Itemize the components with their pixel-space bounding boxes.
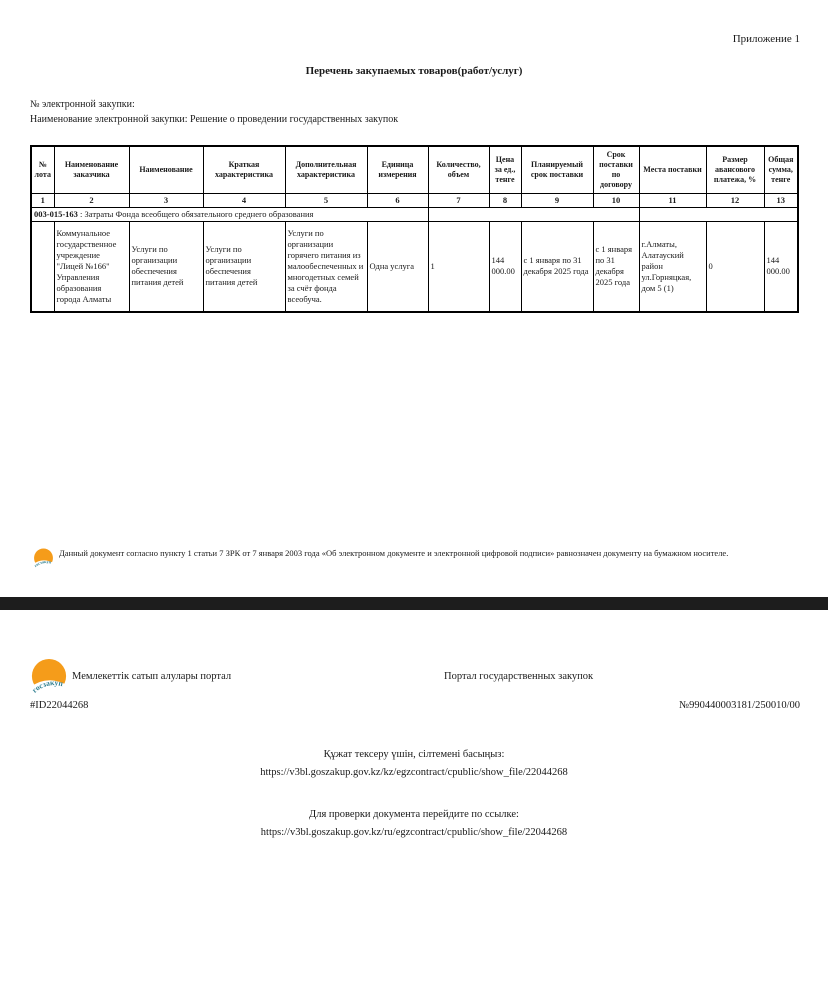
header-unit: Единица измерения bbox=[367, 146, 428, 193]
header-delivery-places: Места поставки bbox=[639, 146, 706, 193]
column-number: 11 bbox=[639, 193, 706, 207]
svg-text:госзакуп: госзакуп bbox=[33, 558, 52, 569]
legal-note bbox=[33, 546, 803, 569]
column-number: 2 bbox=[54, 193, 129, 207]
verify-label-kz: Құжат тексеру үшін, сілтемені басыңыз: bbox=[323, 749, 505, 760]
registration-number: №990440003181/250010/00 bbox=[679, 700, 800, 711]
column-number: 3 bbox=[129, 193, 203, 207]
header-planned-term: Планируемый срок поставки bbox=[521, 146, 593, 193]
header-quantity: Количество, объем bbox=[428, 146, 489, 193]
header-advance-payment: Размер авансового платежа, % bbox=[706, 146, 764, 193]
header-unit-price: Цена за ед., тенге bbox=[489, 146, 521, 193]
goszakup-logo-icon bbox=[30, 658, 68, 696]
header-contract-term: Срок поставки по договору bbox=[593, 146, 639, 193]
lot-data-row bbox=[31, 221, 798, 312]
lot-title-cell bbox=[31, 207, 428, 221]
lot-empty-cell bbox=[428, 207, 639, 221]
header-short-description: Краткая характеристика bbox=[203, 146, 285, 193]
verify-block-ru bbox=[0, 806, 828, 842]
column-number: 12 bbox=[706, 193, 764, 207]
header-name: Наименование bbox=[129, 146, 203, 193]
portal-name-ru: Портал государственных закупок bbox=[444, 671, 594, 682]
verify-block-kz bbox=[0, 746, 828, 782]
column-numbers-row bbox=[31, 193, 798, 207]
cell-customer-name: Коммунальное государственное учреждение "Лицей №166" Управления образования города Алматы bbox=[54, 221, 129, 312]
header-lot-number: № лота bbox=[31, 146, 54, 193]
column-number: 5 bbox=[285, 193, 367, 207]
column-number: 1 bbox=[31, 193, 54, 207]
legal-note-text: Данный документ согласно пункту 1 статьи 7 ЗРК от 7 января 2003 года «Об электронном документе и электронной цифровой подписи» равнозначен документу на бумажном носителе. bbox=[59, 548, 729, 558]
cell-unit: Одна услуга bbox=[367, 221, 428, 312]
cell-planned-term: с 1 января по 31 декабря 2025 года bbox=[521, 221, 593, 312]
lot-code: 003-015-163 bbox=[34, 208, 78, 219]
header-customer-name: Наименование заказчика bbox=[54, 146, 129, 193]
purchase-number-line: № электронной закупки: bbox=[30, 99, 135, 110]
purchase-name-line: Наименование электронной закупки: Решение о проведении государственных закупок bbox=[30, 114, 399, 125]
lot-description: : Затраты Фонда всеобщего обязательного среднего образования bbox=[77, 208, 314, 219]
column-number: 7 bbox=[428, 193, 489, 207]
document-id: #ID22044268 bbox=[30, 700, 89, 711]
cell-additional-description: Услуги по организации горячего питания из малообеспеченных и многодетных семей за счёт фонда всеобуча. bbox=[285, 221, 367, 312]
cell-lot-number bbox=[31, 221, 54, 312]
cell-total-sum: 144 000.00 bbox=[764, 221, 798, 312]
svg-text:госзакуп: госзакуп bbox=[30, 678, 64, 695]
cell-name: Услуги по организации обеспечения питания детей bbox=[129, 221, 203, 312]
page-title: Перечень закупаемых товаров(работ/услуг) bbox=[305, 65, 523, 77]
column-number: 9 bbox=[521, 193, 593, 207]
cell-advance-payment: 0 bbox=[706, 221, 764, 312]
goods-table bbox=[30, 145, 799, 313]
cell-delivery-places: г.Алматы, Алатауский район ул.Горняцкая, дом 5 (1) bbox=[639, 221, 706, 312]
header-total-sum: Общая сумма, тенге bbox=[764, 146, 798, 193]
divider-bar bbox=[0, 597, 828, 610]
lot-empty-cell bbox=[639, 207, 798, 221]
table-header-row bbox=[31, 146, 798, 193]
appendix-label: Приложение 1 bbox=[732, 33, 800, 45]
goszakup-logo-icon bbox=[33, 548, 54, 569]
verify-label-ru: Для проверки документа перейдите по ссылке: bbox=[309, 809, 519, 820]
column-number: 13 bbox=[764, 193, 798, 207]
column-number: 10 bbox=[593, 193, 639, 207]
header-additional-description: Дополнительная характеристика bbox=[285, 146, 367, 193]
cell-unit-price: 144 000.00 bbox=[489, 221, 521, 312]
cell-short-description: Услуги по организации обеспечения питания детей bbox=[203, 221, 285, 312]
cell-quantity: 1 bbox=[428, 221, 489, 312]
cell-contract-term: с 1 января по 31 декабря 2025 года bbox=[593, 221, 639, 312]
column-number: 8 bbox=[489, 193, 521, 207]
verify-link-kz[interactable]: https://v3bl.goszakup.gov.kz/kz/egzcontract/cpublic/show_file/22044268 bbox=[260, 767, 568, 778]
column-number: 4 bbox=[203, 193, 285, 207]
lot-row bbox=[31, 207, 798, 221]
portal-name-kz: Мемлекеттік сатып алулары портал bbox=[72, 671, 232, 682]
verify-link-ru[interactable]: https://v3bl.goszakup.gov.kz/ru/egzcontract/cpublic/show_file/22044268 bbox=[260, 827, 568, 838]
column-number: 6 bbox=[367, 193, 428, 207]
